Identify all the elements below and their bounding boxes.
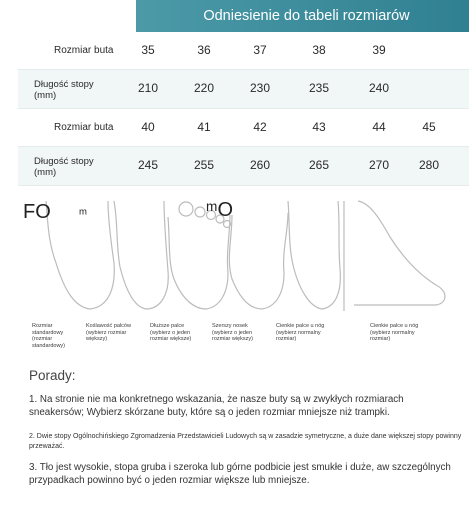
foot-wide-outline (229, 213, 288, 309)
size-row-1 (18, 32, 469, 70)
length-cell: 255 (193, 158, 215, 172)
foot-side-view-outline (344, 201, 445, 311)
foot-caption: Cienkie palce u nóg (wybierz normalny rozmiar) (370, 323, 419, 342)
row-label: Długość stopy (mm) (34, 156, 94, 178)
size-cell: 44 (372, 120, 386, 134)
tips-title: Porady: (29, 368, 76, 383)
foot-long-toes-outline (168, 215, 230, 309)
tip-item: 1. Na stronie nie ma konkretnego wskazania, że nasze buty są w zwykłych rozmiarach sneakersów; Wybierz skórzane buty, które są o jeden rozmiar mniejsze niż trampki. (29, 394, 404, 418)
big-toe-icon (179, 202, 193, 216)
length-cell: 280 (418, 158, 440, 172)
size-cell: 43 (312, 120, 326, 134)
foot-caption: Rozmiar standardowy (rozmiar standardowy) (32, 323, 66, 349)
length-cell: 220 (193, 81, 215, 95)
size-cell: 37 (253, 43, 267, 57)
foot-caption: Dłuższe palce (wybierz o jeden rozmiar większe) (150, 323, 192, 342)
length-cell: 235 (308, 81, 330, 95)
size-cell: 38 (312, 43, 326, 57)
row-label: Rozmiar buta (54, 122, 114, 133)
size-cell: 35 (141, 43, 155, 57)
length-cell: 260 (249, 158, 271, 172)
overlay-text-right: ᵐO (206, 199, 234, 221)
foot-caption: Cienkie palce u nóg (wybierz normalny rozmiar) (276, 323, 325, 342)
row-label: Rozmiar buta (54, 45, 114, 56)
length-cell: 210 (137, 81, 159, 95)
foot-bunion-outline (114, 201, 168, 309)
length-cell: 245 (137, 158, 159, 172)
length-cell: 230 (249, 81, 271, 95)
tip-item: 3. Tło jest wysokie, stopa gruba i szeroka lub górne podbicie jest smukłe i duże, aw szczególnych przypadkach powinno być o jeden rozmiar większe lub mniejsze. (29, 462, 451, 486)
length-cell: 265 (308, 158, 330, 172)
foot-thin-toes-outline (288, 201, 340, 309)
size-cell: 42 (253, 120, 267, 134)
foot-caption: Szerszy nosek (wybierz o jeden rozmiar większy) (212, 323, 253, 342)
size-table (18, 32, 469, 186)
length-row-2 (18, 147, 469, 186)
size-cell: 39 (372, 43, 386, 57)
size-cell: 45 (422, 120, 436, 134)
size-cell: 36 (197, 43, 211, 57)
toe-icon (195, 207, 205, 217)
overlay-mark: ᵐ (79, 205, 88, 221)
length-cell: 240 (368, 81, 390, 95)
size-row-2 (18, 109, 469, 147)
chart-title-banner: Odniesienie do tabeli rozmiarów (136, 0, 469, 32)
tip-item: 2. Dwie stopy Ogólnochińskiego Zgromadzenia Przedstawicieli Ludowych są w zasadzie symetryczne, a duże dane większej stopy powinny przeważać. (29, 433, 462, 450)
size-cell: 41 (197, 120, 211, 134)
length-cell: 270 (368, 158, 390, 172)
foot-caption: Koślawość palców (wybierz rozmiar większy) (86, 323, 131, 342)
overlay-text-left: FO (23, 201, 51, 223)
size-cell: 40 (141, 120, 155, 134)
row-label: Długość stopy (mm) (34, 79, 94, 101)
length-row-1 (18, 70, 469, 109)
